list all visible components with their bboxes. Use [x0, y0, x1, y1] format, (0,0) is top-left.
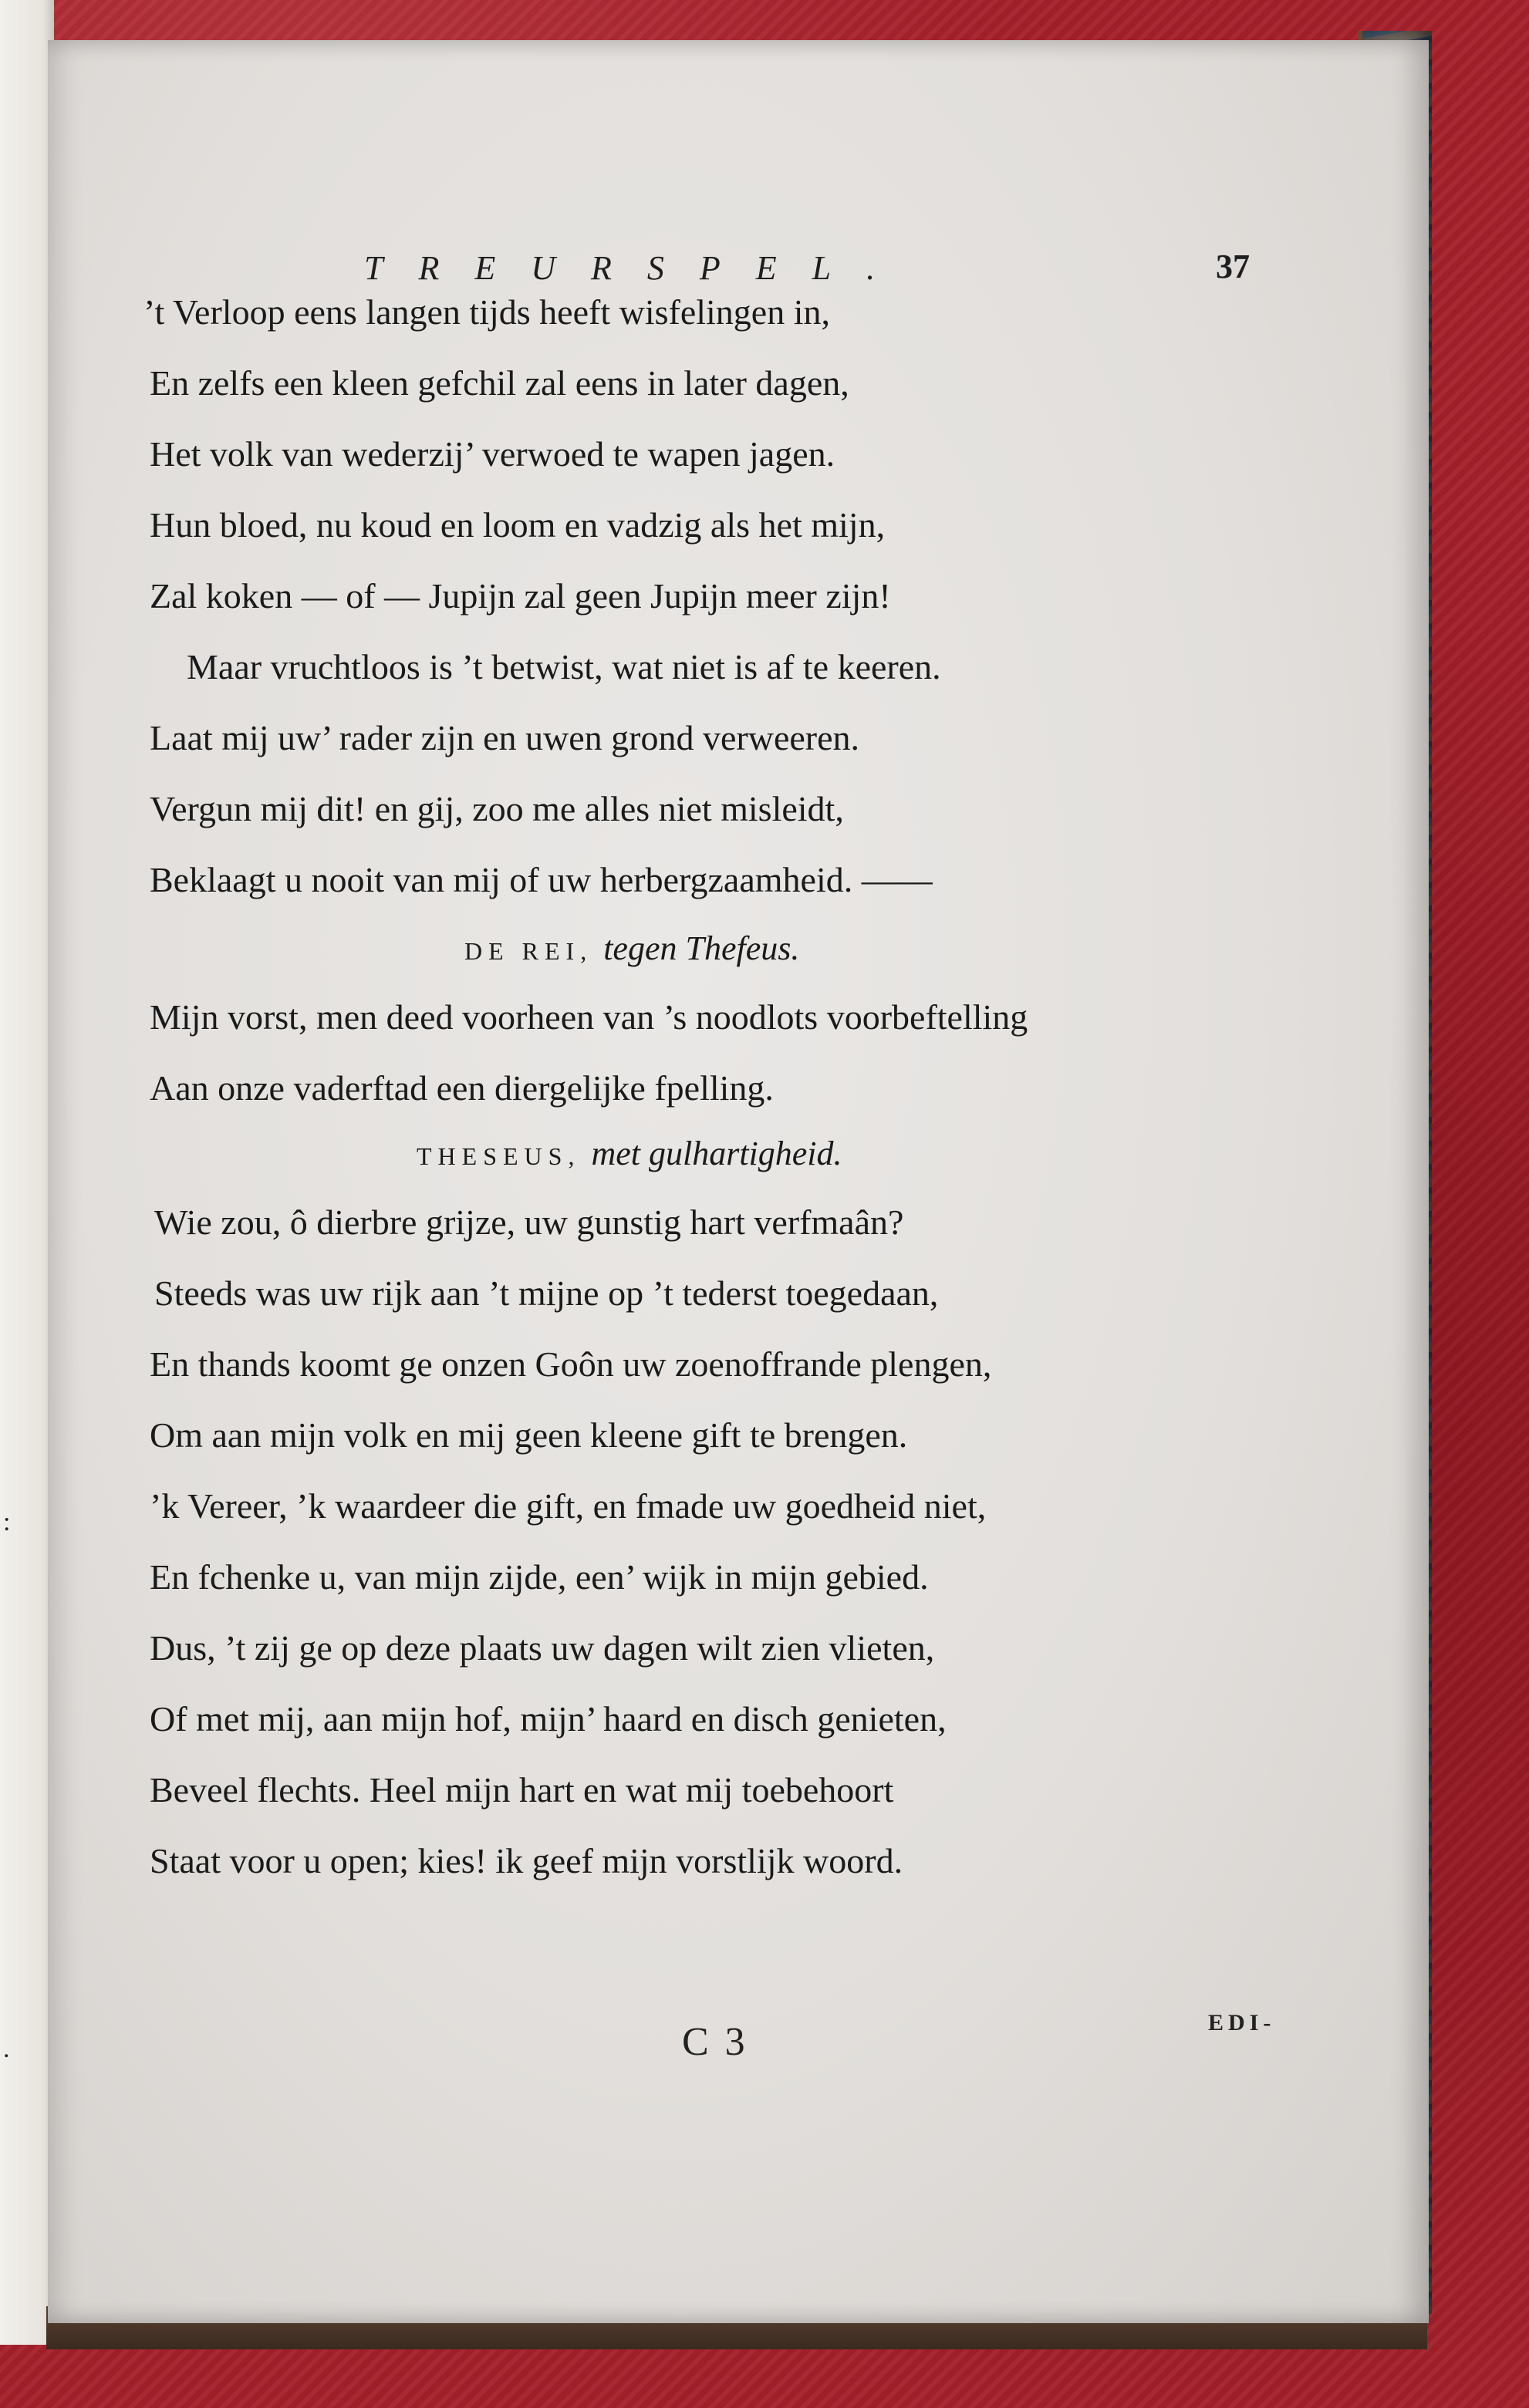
verse-line: Beklaagt u nooit van mij of uw herbergzaamheid. —— — [150, 860, 933, 899]
speaker-name: DE REI, — [464, 937, 593, 965]
verse-line: En thands koomt ge onzen Goôn uw zoenoffrande plengen, — [150, 1344, 992, 1384]
margin-mark: . — [3, 2035, 10, 2063]
speaker-name: THESEUS, — [417, 1142, 581, 1170]
verse-line: Vergun mij dit! en gij, zoo me alles niet misleidt, — [150, 789, 844, 828]
verse-line: Steeds was uw rijk aan ’t mijne op ’t tederst toegedaan, — [154, 1273, 939, 1313]
stage-direction: met gulhartigheid. — [591, 1135, 842, 1172]
verse-line: Om aan mijn volk en mij geen kleene gift te brengen. — [150, 1415, 908, 1455]
verse-line: ’t Verloop eens langen tijds heeft wisfelingen in, — [143, 292, 830, 332]
verse-line: Wie zou, ô dierbre grijze, uw gunstig hart verfmaân? — [154, 1202, 904, 1242]
verse-line: En fchenke u, van mijn zijde, een’ wijk in mijn gebied. — [150, 1557, 929, 1597]
running-head: TREURSPEL. — [364, 249, 911, 287]
verse-line: Staat voor u open; kies! ik geef mijn vorstlijk woord. — [150, 1841, 903, 1880]
verse-line: En zelfs een kleen gefchil zal eens in later dagen, — [150, 363, 849, 403]
speaker-heading — [417, 1134, 842, 1173]
verse-line: Maar vruchtloos is ’t betwist, wat niet is af te keeren. — [187, 647, 941, 686]
verse-line: Zal koken — of — Jupijn zal geen Jupijn meer zijn! — [150, 576, 891, 615]
stage-direction: tegen Thefeus. — [603, 929, 800, 967]
catchword: EDI- — [1208, 2010, 1276, 2035]
verse-line: Mijn vorst, men deed voorheen van ’s noodlots voorbeftelling — [150, 997, 1028, 1037]
margin-mark: : — [3, 1508, 11, 1536]
verse-line: Het volk van wederzij’ verwoed te wapen jagen. — [150, 434, 835, 474]
verse-line: Laat mij uw’ rader zijn en uwen grond verweeren. — [150, 718, 860, 757]
signature-mark: C 3 — [682, 2020, 748, 2064]
verse-line: ’k Vereer, ’k waardeer die gift, en fmade uw goedheid niet, — [150, 1486, 987, 1526]
verse-line: Beveel flechts. Heel mijn hart en wat mij toebehoort — [150, 1770, 894, 1809]
verse-line: Hun bloed, nu koud en loom en vadzig als het mijn, — [150, 505, 886, 545]
verse-line: Of met mij, aan mijn hof, mijn’ haard en disch genieten, — [150, 1699, 947, 1739]
book-page — [48, 40, 1429, 2323]
page-number: 37 — [1216, 248, 1250, 285]
speaker-heading — [464, 929, 799, 968]
verse-line: Dus, ’t zij ge op deze plaats uw dagen wilt zien vlieten, — [150, 1628, 935, 1668]
verse-line: Aan onze vaderftad een diergelijke fpelling. — [150, 1068, 774, 1108]
facing-page-edge — [0, 0, 54, 2345]
